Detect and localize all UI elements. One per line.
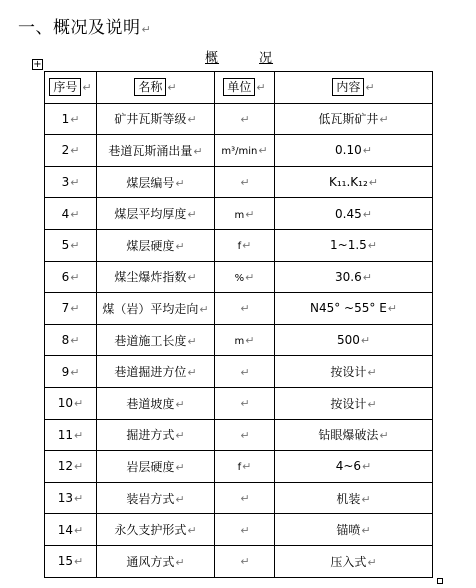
paragraph-mark-icon: ↵ bbox=[175, 429, 185, 443]
paragraph-mark-icon: ↵ bbox=[365, 81, 375, 95]
cell-content: 4~6 bbox=[335, 459, 362, 474]
table-cell-no bbox=[45, 293, 97, 325]
paragraph-mark-icon: ↵ bbox=[379, 429, 389, 443]
table-cell-name bbox=[97, 356, 215, 388]
cell-no: 5 bbox=[61, 238, 70, 253]
table-cell-content bbox=[275, 482, 433, 514]
cell-no: 14 bbox=[57, 522, 74, 537]
paragraph-mark-icon: ↵ bbox=[245, 207, 255, 221]
paragraph-mark-icon: ↵ bbox=[361, 524, 371, 538]
table-cell-content bbox=[275, 135, 433, 167]
paragraph-mark-icon: ↵ bbox=[70, 270, 80, 284]
table-row bbox=[45, 514, 433, 546]
cell-content: 钻眼爆破法 bbox=[318, 428, 379, 443]
paragraph-mark-icon: ↵ bbox=[240, 428, 250, 442]
table-row bbox=[45, 166, 433, 198]
table-cell-unit bbox=[215, 166, 275, 198]
paragraph-mark-icon: ↵ bbox=[74, 523, 84, 537]
cell-no: 1 bbox=[61, 111, 70, 126]
paragraph-mark-icon: ↵ bbox=[175, 176, 185, 190]
table-cell-no bbox=[45, 135, 97, 167]
header-unit: 单位 bbox=[223, 78, 255, 96]
header-cell bbox=[215, 72, 275, 104]
paragraph-mark-icon: ↵ bbox=[74, 460, 84, 474]
paragraph-mark-icon: ↵ bbox=[258, 144, 268, 158]
header-cell bbox=[97, 72, 215, 104]
paragraph-mark-icon: ↵ bbox=[70, 302, 80, 316]
cell-name: 矿井瓦斯等级 bbox=[114, 112, 187, 127]
table-cell-name bbox=[97, 229, 215, 261]
cell-content: 0.45 bbox=[335, 206, 362, 221]
table-cell-content bbox=[275, 387, 433, 419]
cell-content: 压入式 bbox=[330, 554, 367, 569]
paragraph-mark-icon: ↵ bbox=[242, 239, 252, 253]
paragraph-mark-icon: ↵ bbox=[245, 270, 255, 284]
table-cell-name bbox=[97, 451, 215, 483]
table-row bbox=[45, 387, 433, 419]
cell-content: K₁₁.K₁₂ bbox=[328, 175, 368, 190]
cell-content: 按设计 bbox=[330, 396, 367, 411]
paragraph-mark-icon: ↵ bbox=[240, 302, 250, 316]
cell-content: 锚喷 bbox=[336, 523, 361, 538]
table-cell-no bbox=[45, 545, 97, 577]
table-cell-no bbox=[45, 103, 97, 135]
header-cell bbox=[275, 72, 433, 104]
overview-table bbox=[44, 71, 433, 578]
paragraph-mark-icon: ↵ bbox=[70, 144, 80, 158]
paragraph-mark-icon: ↵ bbox=[187, 113, 197, 127]
paragraph-mark-icon: ↵ bbox=[82, 81, 92, 95]
paragraph-mark-icon: ↵ bbox=[240, 555, 250, 569]
table-cell-unit bbox=[215, 103, 275, 135]
cell-no: 2 bbox=[61, 143, 70, 158]
cell-content: 低瓦斯矿井 bbox=[318, 112, 379, 127]
table-cell-name bbox=[97, 103, 215, 135]
paragraph-mark-icon: ↵ bbox=[256, 81, 266, 95]
cell-name: 通风方式 bbox=[126, 554, 175, 569]
table-cell-unit bbox=[215, 514, 275, 546]
paragraph-mark-icon: ↵ bbox=[70, 334, 80, 348]
paragraph-mark-icon: ↵ bbox=[367, 397, 377, 411]
table-cell-name bbox=[97, 387, 215, 419]
table-row bbox=[45, 482, 433, 514]
paragraph-mark-icon: ↵ bbox=[361, 492, 371, 506]
header-content: 内容 bbox=[332, 78, 364, 96]
paragraph-mark-icon: ↵ bbox=[70, 176, 80, 190]
table-cell-content bbox=[275, 103, 433, 135]
cell-no: 12 bbox=[57, 459, 74, 474]
table-cell-unit bbox=[215, 135, 275, 167]
paragraph-mark-icon: ↵ bbox=[175, 239, 185, 253]
cell-unit: % bbox=[234, 272, 245, 284]
table-cell-no bbox=[45, 514, 97, 546]
paragraph-mark-icon: ↵ bbox=[74, 397, 84, 411]
table-cell-name bbox=[97, 135, 215, 167]
table-cell-unit bbox=[215, 324, 275, 356]
paragraph-mark-icon: ↵ bbox=[199, 302, 209, 316]
table-row bbox=[45, 198, 433, 230]
table-cell-unit bbox=[215, 198, 275, 230]
table-cell-no bbox=[45, 198, 97, 230]
paragraph-mark-icon: ↵ bbox=[367, 555, 377, 569]
table-move-handle-icon[interactable]: + bbox=[33, 59, 42, 70]
paragraph-mark-icon: ↵ bbox=[367, 366, 377, 380]
table-row bbox=[45, 229, 433, 261]
table-cell-unit bbox=[215, 261, 275, 293]
cell-no: 15 bbox=[57, 554, 74, 569]
cell-content: 30.6 bbox=[335, 269, 362, 284]
cell-no: 11 bbox=[57, 427, 74, 442]
paragraph-mark-icon: ↵ bbox=[187, 271, 197, 285]
cell-content: 1~1.5 bbox=[330, 238, 367, 253]
table-cell-content bbox=[275, 419, 433, 451]
table-cell-no bbox=[45, 229, 97, 261]
table-cell-content bbox=[275, 451, 433, 483]
paragraph-mark-icon: ↵ bbox=[175, 397, 185, 411]
table-cell-no bbox=[45, 451, 97, 483]
table-row bbox=[45, 545, 433, 577]
cell-name: 巷道坡度 bbox=[126, 396, 175, 411]
table-cell-content bbox=[275, 545, 433, 577]
cell-content: 机装 bbox=[336, 491, 361, 506]
paragraph-mark-icon: ↵ bbox=[70, 112, 80, 126]
paragraph-mark-icon: ↵ bbox=[362, 144, 372, 158]
table-cell-no bbox=[45, 324, 97, 356]
table-row bbox=[45, 293, 433, 325]
paragraph-mark-icon: ↵ bbox=[240, 176, 250, 190]
caption-right: 况 bbox=[259, 51, 274, 66]
cell-name: 巷道施工长度 bbox=[114, 333, 187, 348]
caption-left: 概 bbox=[205, 51, 220, 66]
table-cell-unit bbox=[215, 229, 275, 261]
table-cell-no bbox=[45, 166, 97, 198]
header-name: 名称 bbox=[134, 78, 166, 96]
header-cell bbox=[45, 72, 97, 104]
cell-no: 6 bbox=[61, 269, 70, 284]
cell-name: 巷道掘进方位 bbox=[114, 365, 187, 380]
paragraph-mark-icon: ↵ bbox=[240, 492, 250, 506]
table-cell-unit bbox=[215, 545, 275, 577]
cell-content: N45° ~55° E bbox=[310, 301, 387, 316]
table-cell-content bbox=[275, 324, 433, 356]
paragraph-mark-icon: ↵ bbox=[360, 334, 371, 348]
table-cell-content bbox=[275, 198, 433, 230]
cell-content: 按设计 bbox=[330, 365, 367, 380]
table-row bbox=[45, 103, 433, 135]
cell-no: 7 bbox=[61, 301, 70, 316]
table-row bbox=[45, 356, 433, 388]
paragraph-mark-icon: ↵ bbox=[367, 239, 377, 253]
cell-no: 13 bbox=[57, 491, 74, 506]
table-row bbox=[45, 135, 433, 167]
table-row bbox=[45, 324, 433, 356]
table-cell-name bbox=[97, 324, 215, 356]
paragraph-mark-icon: ↵ bbox=[242, 460, 252, 474]
paragraph-mark-icon: ↵ bbox=[240, 397, 250, 411]
table-cell-content bbox=[275, 514, 433, 546]
table-cell-name bbox=[97, 293, 215, 325]
cell-unit: f bbox=[237, 241, 242, 253]
table-cell-unit bbox=[215, 387, 275, 419]
table-row bbox=[45, 451, 433, 483]
cell-name: 装岩方式 bbox=[126, 491, 175, 506]
paragraph-mark-icon: ↵ bbox=[240, 112, 250, 126]
table-cell-name bbox=[97, 545, 215, 577]
paragraph-mark-icon: ↵ bbox=[362, 270, 372, 284]
section-heading-text: 一、概况及说明 bbox=[18, 18, 141, 38]
paragraph-mark-icon: ↵ bbox=[187, 208, 197, 222]
paragraph-mark-icon: ↵ bbox=[74, 492, 84, 506]
table-cell-name bbox=[97, 166, 215, 198]
paragraph-mark-icon: ↵ bbox=[245, 334, 255, 348]
cell-content: 0.10 bbox=[335, 143, 362, 158]
section-heading bbox=[18, 13, 151, 38]
paragraph-mark-icon: ↵ bbox=[74, 428, 84, 442]
table-cell-no bbox=[45, 387, 97, 419]
cell-name: 煤层编号 bbox=[126, 175, 175, 190]
paragraph-mark-icon: ↵ bbox=[379, 113, 389, 127]
paragraph-mark-icon: ↵ bbox=[187, 366, 197, 380]
table-row bbox=[45, 261, 433, 293]
table-header-row bbox=[45, 72, 433, 104]
cell-name: 煤（岩）平均走向 bbox=[102, 301, 199, 316]
table-caption bbox=[183, 47, 295, 66]
table-cell-no bbox=[45, 261, 97, 293]
table-cell-content bbox=[275, 261, 433, 293]
table-cell-content bbox=[275, 229, 433, 261]
cell-no: 3 bbox=[61, 175, 70, 190]
cell-no: 9 bbox=[61, 364, 70, 379]
table-cell-content bbox=[275, 356, 433, 388]
paragraph-mark-icon: ↵ bbox=[240, 523, 250, 537]
table-cell-unit bbox=[215, 419, 275, 451]
cell-no: 8 bbox=[61, 333, 70, 348]
table-cell-no bbox=[45, 356, 97, 388]
paragraph-mark-icon: ↵ bbox=[387, 302, 397, 316]
cell-name: 岩层硬度 bbox=[126, 459, 175, 474]
table-cell-content bbox=[275, 293, 433, 325]
header-no: 序号 bbox=[49, 78, 81, 96]
cell-no: 4 bbox=[61, 206, 70, 221]
paragraph-mark-icon: ↵ bbox=[70, 207, 80, 221]
table-cell-unit bbox=[215, 356, 275, 388]
paragraph-mark-icon: ↵ bbox=[368, 176, 378, 190]
cell-unit: m bbox=[234, 336, 245, 348]
table-resize-handle-icon[interactable] bbox=[437, 578, 443, 584]
cell-name: 煤层硬度 bbox=[126, 238, 175, 253]
paragraph-mark-icon: ↵ bbox=[187, 524, 197, 538]
table-row bbox=[45, 419, 433, 451]
table-cell-no bbox=[45, 482, 97, 514]
paragraph-mark-icon: ↵ bbox=[74, 555, 84, 569]
table-cell-unit bbox=[215, 451, 275, 483]
table-cell-unit bbox=[215, 293, 275, 325]
table-cell-unit bbox=[215, 482, 275, 514]
paragraph-mark-icon: ↵ bbox=[240, 365, 250, 379]
cell-name: 永久支护形式 bbox=[114, 523, 187, 538]
paragraph-mark-icon: ↵ bbox=[193, 144, 203, 158]
table-cell-content bbox=[275, 166, 433, 198]
cell-name: 煤层平均厚度 bbox=[114, 207, 187, 222]
cell-content: 500 bbox=[336, 333, 360, 348]
cell-name: 掘进方式 bbox=[126, 428, 175, 443]
paragraph-mark-icon: ↵ bbox=[187, 334, 197, 348]
paragraph-mark-icon: ↵ bbox=[167, 81, 177, 95]
table-cell-name bbox=[97, 419, 215, 451]
cell-no: 10 bbox=[57, 396, 74, 411]
paragraph-mark-icon: ↵ bbox=[175, 460, 185, 474]
paragraph-mark-icon: ↵ bbox=[362, 207, 372, 221]
cell-unit: m³/min bbox=[221, 146, 258, 158]
paragraph-mark-icon: ↵ bbox=[70, 365, 80, 379]
cell-unit: f bbox=[237, 462, 242, 474]
paragraph-mark-icon: ↵ bbox=[141, 23, 152, 36]
table-cell-name bbox=[97, 482, 215, 514]
table-cell-no bbox=[45, 419, 97, 451]
paragraph-mark-icon: ↵ bbox=[175, 555, 185, 569]
cell-name: 巷道瓦斯涌出量 bbox=[108, 143, 193, 158]
cell-name: 煤尘爆炸指数 bbox=[114, 270, 187, 285]
cell-unit: m bbox=[234, 209, 245, 221]
paragraph-mark-icon: ↵ bbox=[362, 460, 372, 474]
paragraph-mark-icon: ↵ bbox=[70, 239, 80, 253]
table-cell-name bbox=[97, 198, 215, 230]
paragraph-mark-icon: ↵ bbox=[175, 492, 185, 506]
table-cell-name bbox=[97, 261, 215, 293]
table-cell-name bbox=[97, 514, 215, 546]
